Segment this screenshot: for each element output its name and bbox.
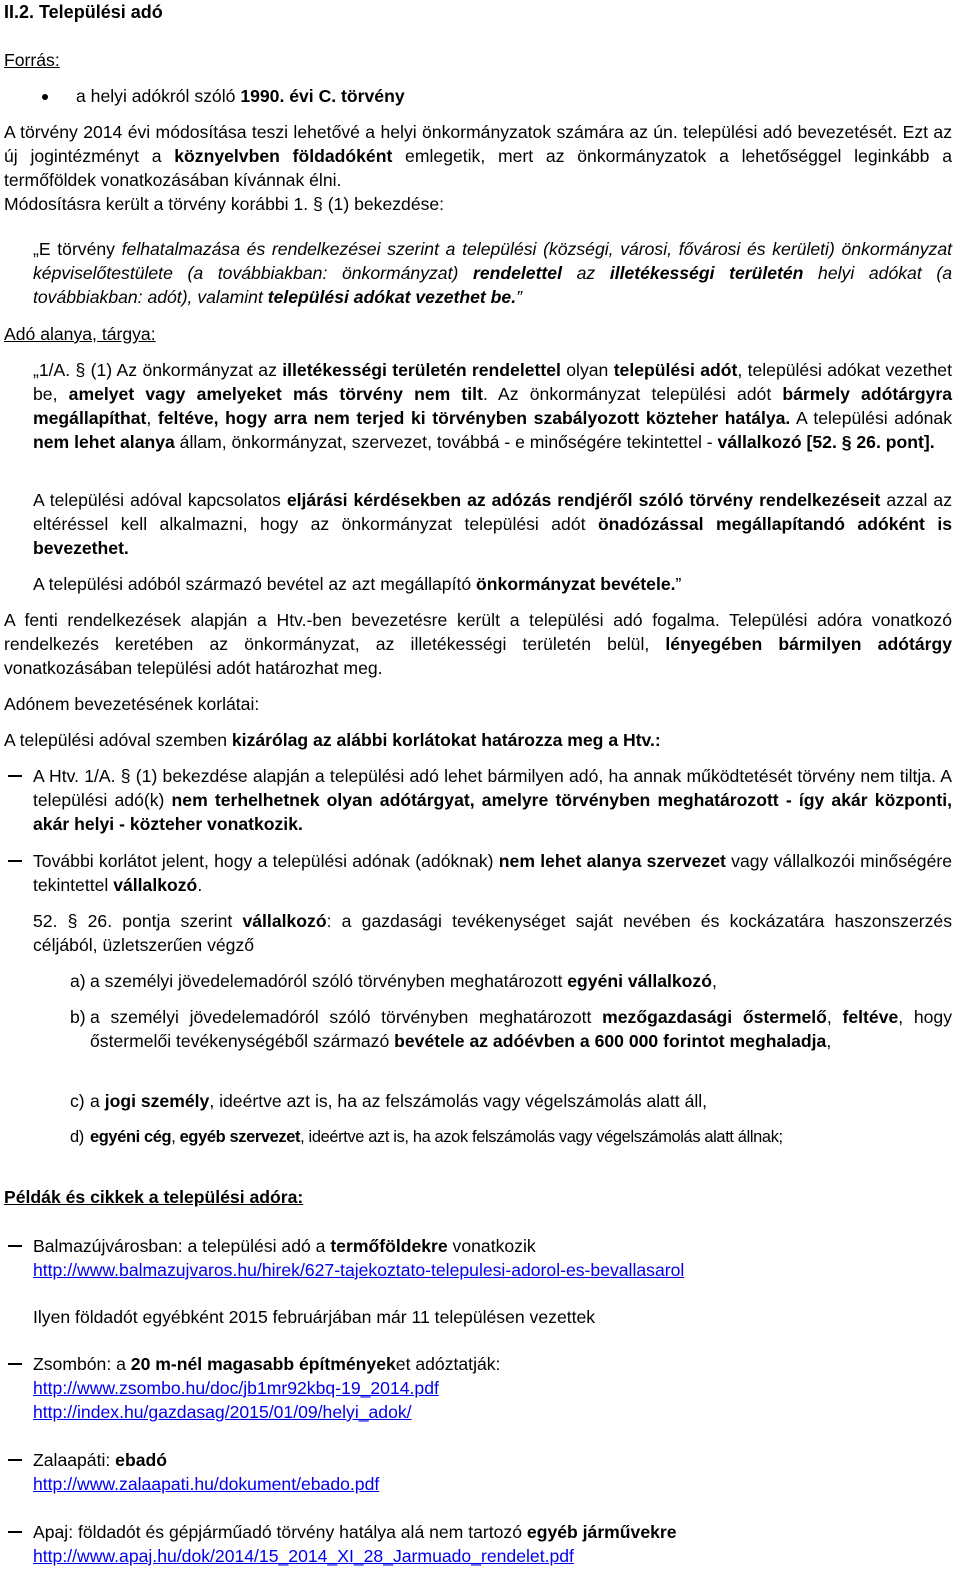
quote-paragraph-1: „E törvény felhatalmazása és rendelkezései szerint a települési (községi, városi, fővárosi és kerületi) önkormányzat képviselőtestülete (a továbbiakban: önkormányzat) rendelettel az illetékességi területén helyi adókat (a továbbiakban: adót), valamint települési adókat vezethet be.” [33,239,952,307]
limits-intro: A települési adóval szemben kizárólag az alábbi korlátokat határozza meg a Htv.: [4,730,661,750]
dash-icon [8,860,22,862]
htv-paragraph: A fenti rendelkezések alapján a Htv.-ben bevezetésre került a települési adó fogalma. Települési adóra vonatkozó rendelkezés keretében az önkormányzat, az illetékességi területén belül, lényegében bármilyen adótárgy vonatkozásában települési adót határozhat meg. [4,610,952,678]
example-item-zalaapati: Zalaapáti: ebadó http://www.zalaapati.hu/dokument/ebado.pdf [4,1448,952,1496]
index-article-link[interactable]: http://index.hu/gazdasag/2015/01/09/helyi_adok/ [33,1402,412,1422]
limits-label: Adónem bevezetésének korlátai: [4,694,260,714]
dash-icon [8,1363,22,1365]
intro-paragraph: A törvény 2014 évi módosítása teszi lehetővé a helyi önkormányzatok számára az ún. települési adó bevezetését. Ezt az új jogintézményt a köznyelvben földadóként emlegetik, mert az önkormányzatok a lehetőséggel leginkább a termőföldek vonatkozásában kívánnak élni. Módosításra került a törvény korábbi 1. § (1) bekezdése: [4,122,952,214]
examples-label: Példák és cikkek a települési adóra: [4,1187,304,1207]
definition-item-d: d) egyéni cég, egyéb szervezet, ideértve azt is, ha azok felszámolás vagy végelszámolás alatt állnak; [70,1128,783,1146]
section-1a-paragraph: „1/A. § (1) Az önkormányzat az illetékességi területén rendelettel olyan települési adót, települési adókat vezethet be, amelyet vagy amelyeket más törvény nem tilt. Az önkormányzat települési adót bármely adótárgyra megállapíthat, feltéve, hogy arra nem terjed ki törvényben szabályozott közteher hatálya. A települési adónak nem lehet alanya állam, önkormányzat, szervezet, továbbá - e minőségére tekintettel - vállalkozó [52. § 26. pont]. [33,360,952,452]
limit-item-1: A Htv. 1/A. § (1) bekezdése alapján a települési adó lehet bármilyen adó, ha annak működtetését törvény nem tiltja. A települési adó(k) nem terhelhetnek olyan adótárgyat, amelyre törvényben meghatározott - így akár központi, akár helyi - közteher vonatkozik. [4,764,952,836]
example-item-zsombo: Zsombón: a 20 m-nél magasabb építményeket adóztatják: http://www.zsombo.hu/doc/jb1mr92kbq-19_2014.pdf http://index.hu/gazdasag/2015/01/09/helyi_adok/ [4,1352,952,1424]
bullet-icon [42,94,48,100]
zsombo-link[interactable]: http://www.zsombo.hu/doc/jb1mr92kbq-19_2014.pdf [33,1378,439,1398]
source-list-item: a helyi adókról szóló 1990. évi C. törvény [4,84,952,108]
source-label: Forrás: [4,50,60,70]
example-item-balmazujvaros: Balmazújvárosban: a települési adó a termőföldekre vonatkozik http://www.balmazujvaros.hu/hirek/627-tajekoztato-telepulesi-adorol-es-bevallasarol [4,1234,952,1282]
dash-icon [8,1245,22,1247]
entrepreneur-definition: 52. § 26. pontja szerint vállalkozó: a gazdasági tevékenységet saját nevében és kockázatára haszonszerzés céljából, üzletszerűen végző [33,911,952,955]
example-note: Ilyen földadót egyébként 2015 februárjában már 11 településen vezettek [33,1307,596,1327]
dash-icon [8,1531,22,1533]
definition-item-c: c) a jogi személy, ideértve azt is, ha az felszámolás vagy végelszámolás alatt áll, [70,1091,708,1111]
limit-item-2: További korlátot jelent, hogy a települési adónak (adóknak) nem lehet alanya szervezet vagy vállalkozói minőségére tekintettel vállalkozó. [4,849,952,897]
page-title: II.2. Települési adó [4,2,163,22]
example-item-apaj: Apaj: földadót és gépjárműadó törvény hatálya alá nem tartozó egyéb járművekre http://www.apaj.hu/dok/2014/15_2014_XI_28_Jarmuado_rendelet.pdf [4,1520,952,1568]
subject-label: Adó alanya, tárgya: [4,324,156,344]
procedure-paragraph: A települési adóval kapcsolatos eljárási kérdésekben az adózás rendjéről szóló törvény rendelkezéseit azzal az eltéréssel kell alkalmazni, hogy az önkormányzat települési adót önadózással megállapítandó adóként is bevezethet. [33,490,952,558]
definition-item-b: b) a személyi jövedelemadóról szóló törvényben meghatározott mezőgazdasági őstermelő, feltéve, hogy őstermelői tevékenységéből származó bevétele az adóévben a 600 000 forintot meghaladja, [70,1007,953,1051]
revenue-paragraph: A települési adóból származó bevétel az azt megállapító önkormányzat bevétele.” [33,574,682,594]
definition-item-a: a) a személyi jövedelemadóról szóló törvényben meghatározott egyéni vállalkozó, [70,971,717,991]
balmazujvaros-link[interactable]: http://www.balmazujvaros.hu/hirek/627-tajekoztato-telepulesi-adorol-es-bevallasarol [33,1260,685,1280]
apaj-link[interactable]: http://www.apaj.hu/dok/2014/15_2014_XI_28_Jarmuado_rendelet.pdf [33,1546,574,1566]
zalaapati-link[interactable]: http://www.zalaapati.hu/dokument/ebado.pdf [33,1474,380,1494]
dash-icon [8,775,22,777]
dash-icon [8,1459,22,1461]
